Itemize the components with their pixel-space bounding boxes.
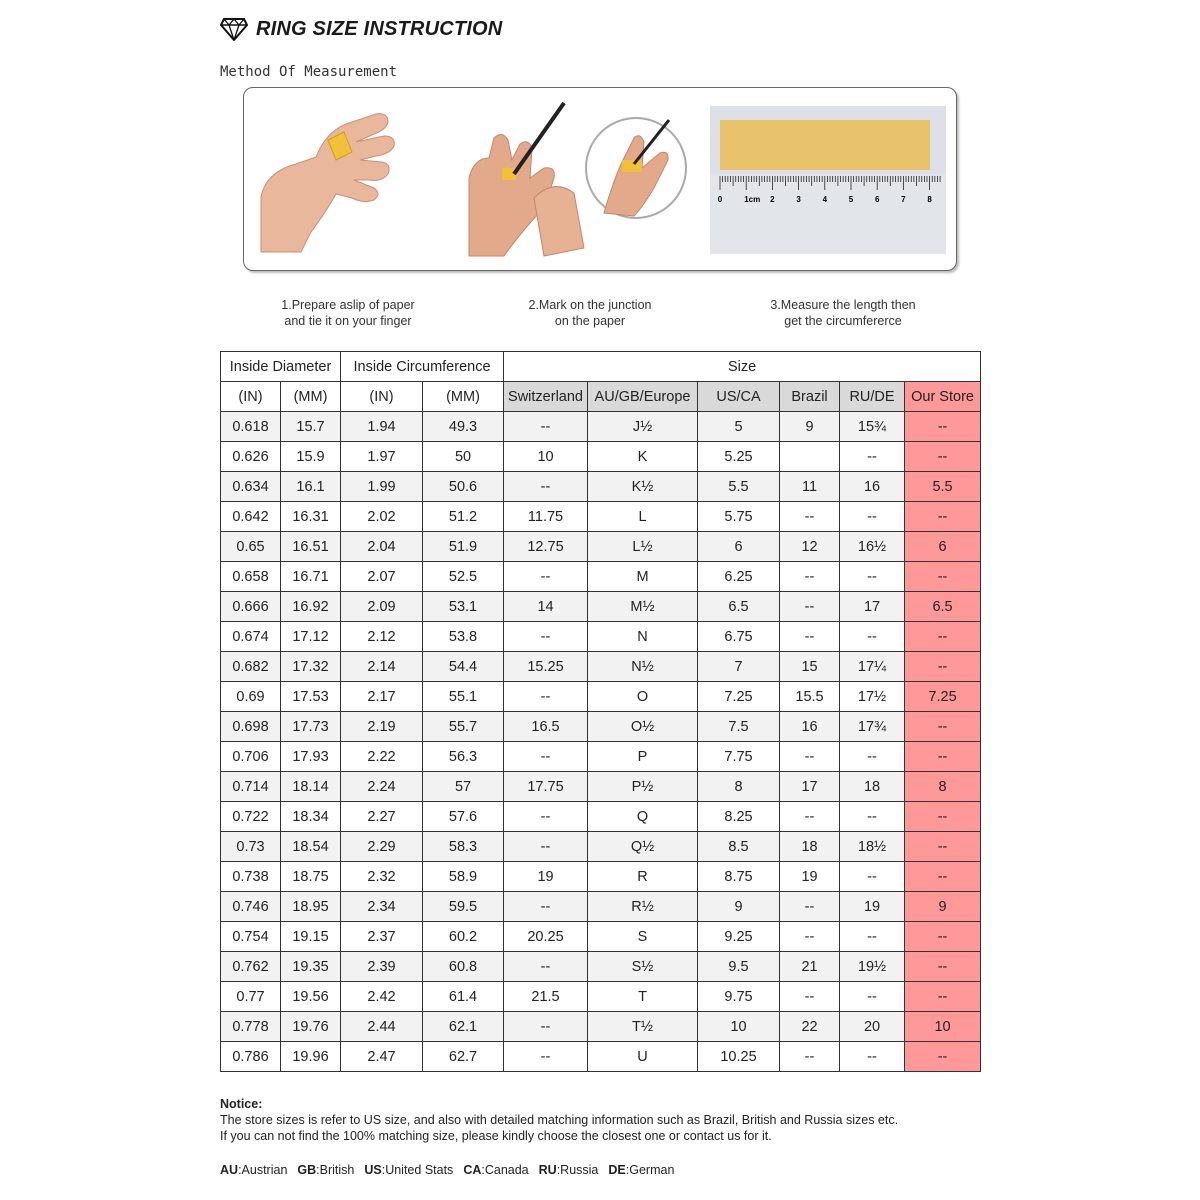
table-cell: 15.7 xyxy=(281,412,341,442)
table-cell: Q xyxy=(588,802,698,832)
table-cell: N xyxy=(588,622,698,652)
table-cell: 16½ xyxy=(840,532,905,562)
table-cell: 55.7 xyxy=(423,712,504,742)
table-row xyxy=(221,982,981,1012)
notice-block xyxy=(220,1096,1000,1144)
table-cell: R½ xyxy=(588,892,698,922)
table-cell: 18½ xyxy=(840,832,905,862)
table-cell: -- xyxy=(840,982,905,1012)
table-cell: 60.8 xyxy=(423,952,504,982)
table-cell: 21.5 xyxy=(504,982,588,1012)
table-cell: 55.1 xyxy=(423,682,504,712)
table-cell: -- xyxy=(504,562,588,592)
table-cell: 0.674 xyxy=(221,622,281,652)
table-cell: -- xyxy=(780,892,840,922)
table-row xyxy=(221,712,981,742)
table-cell: 0.77 xyxy=(221,982,281,1012)
table-cell: -- xyxy=(840,562,905,592)
table-cell: 0.666 xyxy=(221,592,281,622)
table-cell: -- xyxy=(780,1042,840,1072)
table-cell: 2.22 xyxy=(341,742,423,772)
table-cell: -- xyxy=(780,802,840,832)
table-cell: 6.25 xyxy=(698,562,780,592)
table-cell: -- xyxy=(840,802,905,832)
table-cell: 2.19 xyxy=(341,712,423,742)
table-cell: 2.34 xyxy=(341,892,423,922)
table-cell: 17.53 xyxy=(281,682,341,712)
ruler-label: 2 xyxy=(770,195,775,204)
col-switzerland: Switzerland xyxy=(504,382,588,412)
table-row xyxy=(221,772,981,802)
table-cell: 16 xyxy=(780,712,840,742)
table-cell: 9.25 xyxy=(698,922,780,952)
ring-size-table xyxy=(220,351,981,1072)
table-cell: 20.25 xyxy=(504,922,588,952)
table-cell: J½ xyxy=(588,412,698,442)
ruler-label: 4 xyxy=(822,195,828,204)
table-cell: 19.56 xyxy=(281,982,341,1012)
col-circumference-mm: (MM) xyxy=(423,382,504,412)
table-column-header-row xyxy=(221,382,981,412)
table-cell: 17 xyxy=(780,772,840,802)
table-cell: 5.25 xyxy=(698,442,780,472)
table-cell: 0.698 xyxy=(221,712,281,742)
table-row xyxy=(221,412,981,442)
table-cell: -- xyxy=(905,742,981,772)
table-cell: U xyxy=(588,1042,698,1072)
table-cell: 7.25 xyxy=(698,682,780,712)
table-cell: 18.14 xyxy=(281,772,341,802)
abbreviation-legend xyxy=(220,1163,674,1177)
table-cell: 17.32 xyxy=(281,652,341,682)
table-cell: 2.24 xyxy=(341,772,423,802)
table-cell: 15.25 xyxy=(504,652,588,682)
table-group-header-row xyxy=(221,352,981,382)
table-cell: 0.65 xyxy=(221,532,281,562)
table-cell: 58.9 xyxy=(423,862,504,892)
table-cell: 18.75 xyxy=(281,862,341,892)
table-cell: -- xyxy=(780,622,840,652)
table-cell: 10.25 xyxy=(698,1042,780,1072)
table-row xyxy=(221,562,981,592)
table-cell: 16.92 xyxy=(281,592,341,622)
table-cell: 18.95 xyxy=(281,892,341,922)
ruler-label: 6 xyxy=(874,195,880,204)
ruler-label: 5 xyxy=(848,195,854,204)
table-cell: 51.2 xyxy=(423,502,504,532)
table-cell: M½ xyxy=(588,592,698,622)
page-title: RING SIZE INSTRUCTION xyxy=(256,17,503,40)
table-cell: 9 xyxy=(698,892,780,922)
table-cell: 52.5 xyxy=(423,562,504,592)
table-cell: 11 xyxy=(780,472,840,502)
table-cell: 1.94 xyxy=(341,412,423,442)
table-cell: 6.75 xyxy=(698,622,780,652)
table-cell: 17.93 xyxy=(281,742,341,772)
hand-with-paper-image xyxy=(256,102,406,257)
table-cell: 2.12 xyxy=(341,622,423,652)
table-cell: 2.44 xyxy=(341,1012,423,1042)
table-cell: 2.09 xyxy=(341,592,423,622)
table-cell: 21 xyxy=(780,952,840,982)
table-cell: 5.5 xyxy=(905,472,981,502)
table-cell: 56.3 xyxy=(423,742,504,772)
table-cell: -- xyxy=(780,742,840,772)
table-cell: -- xyxy=(840,742,905,772)
table-cell: 0.69 xyxy=(221,682,281,712)
table-cell: 0.714 xyxy=(221,772,281,802)
table-cell: 2.39 xyxy=(341,952,423,982)
table-cell: 0.73 xyxy=(221,832,281,862)
table-cell: 59.5 xyxy=(423,892,504,922)
table-cell: 0.762 xyxy=(221,952,281,982)
table-row xyxy=(221,502,981,532)
table-cell: 51.9 xyxy=(423,532,504,562)
table-cell: 16 xyxy=(840,472,905,502)
table-row xyxy=(221,472,981,502)
table-cell: 1.99 xyxy=(341,472,423,502)
table-cell xyxy=(780,442,840,472)
table-cell: 19 xyxy=(840,892,905,922)
table-cell: 7.75 xyxy=(698,742,780,772)
table-cell: 2.02 xyxy=(341,502,423,532)
table-cell: 5 xyxy=(698,412,780,442)
table-cell: 15¾ xyxy=(840,412,905,442)
table-cell: -- xyxy=(504,622,588,652)
step-1-caption: 1.Prepare aslip of paper and tie it on your finger xyxy=(281,298,415,328)
table-cell: 6 xyxy=(905,532,981,562)
inside-diameter-header: Inside Diameter xyxy=(221,352,341,382)
table-cell: 0.682 xyxy=(221,652,281,682)
table-cell: -- xyxy=(840,442,905,472)
table-cell: P xyxy=(588,742,698,772)
table-cell: 19.15 xyxy=(281,922,341,952)
table-cell: 9 xyxy=(905,892,981,922)
col-ru-de: RU/DE xyxy=(840,382,905,412)
ruler-label: 1cm xyxy=(744,195,761,204)
table-cell: 19 xyxy=(780,862,840,892)
table-cell: T xyxy=(588,982,698,1012)
table-cell: 49.3 xyxy=(423,412,504,442)
table-cell: 0.626 xyxy=(221,442,281,472)
table-cell: 22 xyxy=(780,1012,840,1042)
table-cell: -- xyxy=(504,682,588,712)
table-cell: 7.5 xyxy=(698,712,780,742)
table-cell: T½ xyxy=(588,1012,698,1042)
table-cell: -- xyxy=(504,802,588,832)
table-row xyxy=(221,832,981,862)
table-cell: 57.6 xyxy=(423,802,504,832)
table-cell: 0.658 xyxy=(221,562,281,592)
table-cell: 6.5 xyxy=(905,592,981,622)
table-row xyxy=(221,682,981,712)
table-cell: 5.5 xyxy=(698,472,780,502)
table-cell: 7.25 xyxy=(905,682,981,712)
table-cell: -- xyxy=(504,1012,588,1042)
table-cell: 58.3 xyxy=(423,832,504,862)
table-row xyxy=(221,922,981,952)
abbr-de: DE:German xyxy=(608,1163,675,1177)
table-cell: -- xyxy=(504,892,588,922)
table-cell: 19½ xyxy=(840,952,905,982)
table-cell: M xyxy=(588,562,698,592)
table-cell: 14 xyxy=(504,592,588,622)
table-cell: R xyxy=(588,862,698,892)
table-cell: 16.1 xyxy=(281,472,341,502)
table-cell: 61.4 xyxy=(423,982,504,1012)
table-cell: -- xyxy=(905,862,981,892)
table-cell: -- xyxy=(840,862,905,892)
table-cell: 0.618 xyxy=(221,412,281,442)
table-cell: 2.07 xyxy=(341,562,423,592)
method-label: Method Of Measurement xyxy=(220,64,398,80)
table-cell: 2.37 xyxy=(341,922,423,952)
table-row xyxy=(221,1012,981,1042)
table-cell: 50 xyxy=(423,442,504,472)
table-cell: -- xyxy=(905,1042,981,1072)
table-cell: 16.31 xyxy=(281,502,341,532)
table-row xyxy=(221,802,981,832)
table-cell: -- xyxy=(905,412,981,442)
table-cell: 15.5 xyxy=(780,682,840,712)
table-cell: 0.722 xyxy=(221,802,281,832)
ruler-label: 8 xyxy=(927,195,932,204)
table-cell: -- xyxy=(905,442,981,472)
table-cell: 15 xyxy=(780,652,840,682)
table-cell: -- xyxy=(780,592,840,622)
table-cell: 17 xyxy=(840,592,905,622)
table-cell: 16.71 xyxy=(281,562,341,592)
table-row xyxy=(221,892,981,922)
table-cell: S xyxy=(588,922,698,952)
table-cell: 57 xyxy=(423,772,504,802)
table-cell: 8 xyxy=(698,772,780,802)
table-body xyxy=(221,412,981,1072)
table-row xyxy=(221,952,981,982)
table-cell: 12 xyxy=(780,532,840,562)
col-us-ca: US/CA xyxy=(698,382,780,412)
ruler-measurement-image xyxy=(710,106,946,254)
table-cell: 17.75 xyxy=(504,772,588,802)
table-cell: -- xyxy=(780,502,840,532)
table-cell: -- xyxy=(780,982,840,1012)
notice-heading: Notice: xyxy=(220,1097,263,1111)
table-cell: -- xyxy=(504,412,588,442)
table-cell: 17¾ xyxy=(840,712,905,742)
table-cell: 0.706 xyxy=(221,742,281,772)
table-cell: -- xyxy=(504,472,588,502)
table-cell: -- xyxy=(780,562,840,592)
col-diameter-mm: (MM) xyxy=(281,382,341,412)
table-cell: 6.5 xyxy=(698,592,780,622)
table-cell: -- xyxy=(840,1042,905,1072)
page-header xyxy=(220,12,502,46)
table-cell: 50.6 xyxy=(423,472,504,502)
size-header: Size xyxy=(504,352,981,382)
table-cell: -- xyxy=(504,742,588,772)
table-cell: S½ xyxy=(588,952,698,982)
col-brazil: Brazil xyxy=(780,382,840,412)
ruler-label: 3 xyxy=(796,195,801,204)
table-cell: 5.75 xyxy=(698,502,780,532)
table-cell: 19.35 xyxy=(281,952,341,982)
table-row xyxy=(221,592,981,622)
ruler-label: 7 xyxy=(901,195,906,204)
table-cell: N½ xyxy=(588,652,698,682)
table-cell: 0.746 xyxy=(221,892,281,922)
table-cell: -- xyxy=(905,982,981,1012)
table-cell: 7 xyxy=(698,652,780,682)
table-cell: 16.5 xyxy=(504,712,588,742)
table-cell: -- xyxy=(905,802,981,832)
table-cell: 53.1 xyxy=(423,592,504,622)
table-cell: 1.97 xyxy=(341,442,423,472)
col-our-store: Our Store xyxy=(905,382,981,412)
table-cell: 17.12 xyxy=(281,622,341,652)
table-cell: 2.32 xyxy=(341,862,423,892)
table-cell: 0.754 xyxy=(221,922,281,952)
table-cell: 18 xyxy=(780,832,840,862)
table-cell: 11.75 xyxy=(504,502,588,532)
table-cell: 0.738 xyxy=(221,862,281,892)
table-cell: -- xyxy=(905,622,981,652)
table-row xyxy=(221,652,981,682)
col-diameter-in: (IN) xyxy=(221,382,281,412)
table-cell: L xyxy=(588,502,698,532)
table-cell: 8.5 xyxy=(698,832,780,862)
table-cell: 2.27 xyxy=(341,802,423,832)
abbr-us: US:United Stats xyxy=(364,1163,454,1177)
table-cell: 19.76 xyxy=(281,1012,341,1042)
table-cell: -- xyxy=(905,562,981,592)
table-cell: O xyxy=(588,682,698,712)
table-cell: 62.1 xyxy=(423,1012,504,1042)
table-cell: 60.2 xyxy=(423,922,504,952)
notice-line-2: If you can not find the 100% matching size, please kindly choose the closest one or contact us for it. xyxy=(220,1129,772,1143)
table-cell: 10 xyxy=(698,1012,780,1042)
table-cell: 18.54 xyxy=(281,832,341,862)
table-cell: 17.73 xyxy=(281,712,341,742)
table-cell: 0.786 xyxy=(221,1042,281,1072)
table-cell: -- xyxy=(905,712,981,742)
table-cell: 54.4 xyxy=(423,652,504,682)
diamond-icon xyxy=(220,17,248,41)
table-cell: 17½ xyxy=(840,682,905,712)
table-cell: 0.634 xyxy=(221,472,281,502)
table-cell: 19 xyxy=(504,862,588,892)
table-cell: 2.47 xyxy=(341,1042,423,1072)
table-cell: -- xyxy=(905,652,981,682)
table-cell: 62.7 xyxy=(423,1042,504,1072)
marking-with-pen-image xyxy=(464,98,689,258)
table-cell: 8.25 xyxy=(698,802,780,832)
step-3-caption: 3.Measure the length then get the circumfererce xyxy=(770,298,916,328)
table-cell: Q½ xyxy=(588,832,698,862)
table-row xyxy=(221,1042,981,1072)
table-cell: -- xyxy=(780,922,840,952)
table-cell: 2.29 xyxy=(341,832,423,862)
table-cell: 10 xyxy=(504,442,588,472)
table-cell: 2.04 xyxy=(341,532,423,562)
col-au-gb-europe: AU/GB/Europe xyxy=(588,382,698,412)
table-cell: O½ xyxy=(588,712,698,742)
table-row xyxy=(221,862,981,892)
table-cell: 53.8 xyxy=(423,622,504,652)
table-cell: 16.51 xyxy=(281,532,341,562)
table-row xyxy=(221,442,981,472)
table-cell: P½ xyxy=(588,772,698,802)
notice-line-1: The store sizes is refer to US size, and also with detailed matching information such as Brazil, British and Russia sizes etc. xyxy=(220,1113,899,1127)
ruler-label: 0 xyxy=(717,195,723,204)
table-cell: 2.17 xyxy=(341,682,423,712)
table-cell: 12.75 xyxy=(504,532,588,562)
table-cell: 18.34 xyxy=(281,802,341,832)
table-cell: 15.9 xyxy=(281,442,341,472)
measurement-photos-frame xyxy=(243,87,957,271)
inside-circumference-header: Inside Circumference xyxy=(341,352,504,382)
table-cell: 0.642 xyxy=(221,502,281,532)
table-cell: -- xyxy=(504,952,588,982)
step-2-caption: 2.Mark on the junction on the paper xyxy=(528,298,652,328)
table-cell: 9 xyxy=(780,412,840,442)
table-cell: 0.778 xyxy=(221,1012,281,1042)
table-row xyxy=(221,742,981,772)
table-cell: -- xyxy=(840,502,905,532)
table-cell: K½ xyxy=(588,472,698,502)
abbr-ru: RU:Russia xyxy=(538,1163,599,1177)
table-cell: 18 xyxy=(840,772,905,802)
table-cell: 8 xyxy=(905,772,981,802)
table-cell: K xyxy=(588,442,698,472)
abbr-gb: GB:British xyxy=(297,1163,355,1177)
table-cell: 20 xyxy=(840,1012,905,1042)
table-cell: -- xyxy=(504,832,588,862)
table-cell: 6 xyxy=(698,532,780,562)
table-cell: -- xyxy=(840,922,905,952)
table-cell: -- xyxy=(840,622,905,652)
table-cell: -- xyxy=(905,502,981,532)
table-cell: -- xyxy=(905,922,981,952)
table-cell: 2.42 xyxy=(341,982,423,1012)
table-cell: 9.75 xyxy=(698,982,780,1012)
table-cell: 8.75 xyxy=(698,862,780,892)
table-row xyxy=(221,622,981,652)
table-cell: 10 xyxy=(905,1012,981,1042)
table-row xyxy=(221,532,981,562)
abbr-au: AU:Austrian xyxy=(220,1163,288,1177)
table-cell: 2.14 xyxy=(341,652,423,682)
table-cell: L½ xyxy=(588,532,698,562)
table-cell: -- xyxy=(504,1042,588,1072)
abbr-ca: CA:Canada xyxy=(463,1163,529,1177)
table-cell: 17¼ xyxy=(840,652,905,682)
col-circumference-in: (IN) xyxy=(341,382,423,412)
table-cell: -- xyxy=(905,952,981,982)
table-cell: 19.96 xyxy=(281,1042,341,1072)
table-cell: -- xyxy=(905,832,981,862)
table-cell: 9.5 xyxy=(698,952,780,982)
